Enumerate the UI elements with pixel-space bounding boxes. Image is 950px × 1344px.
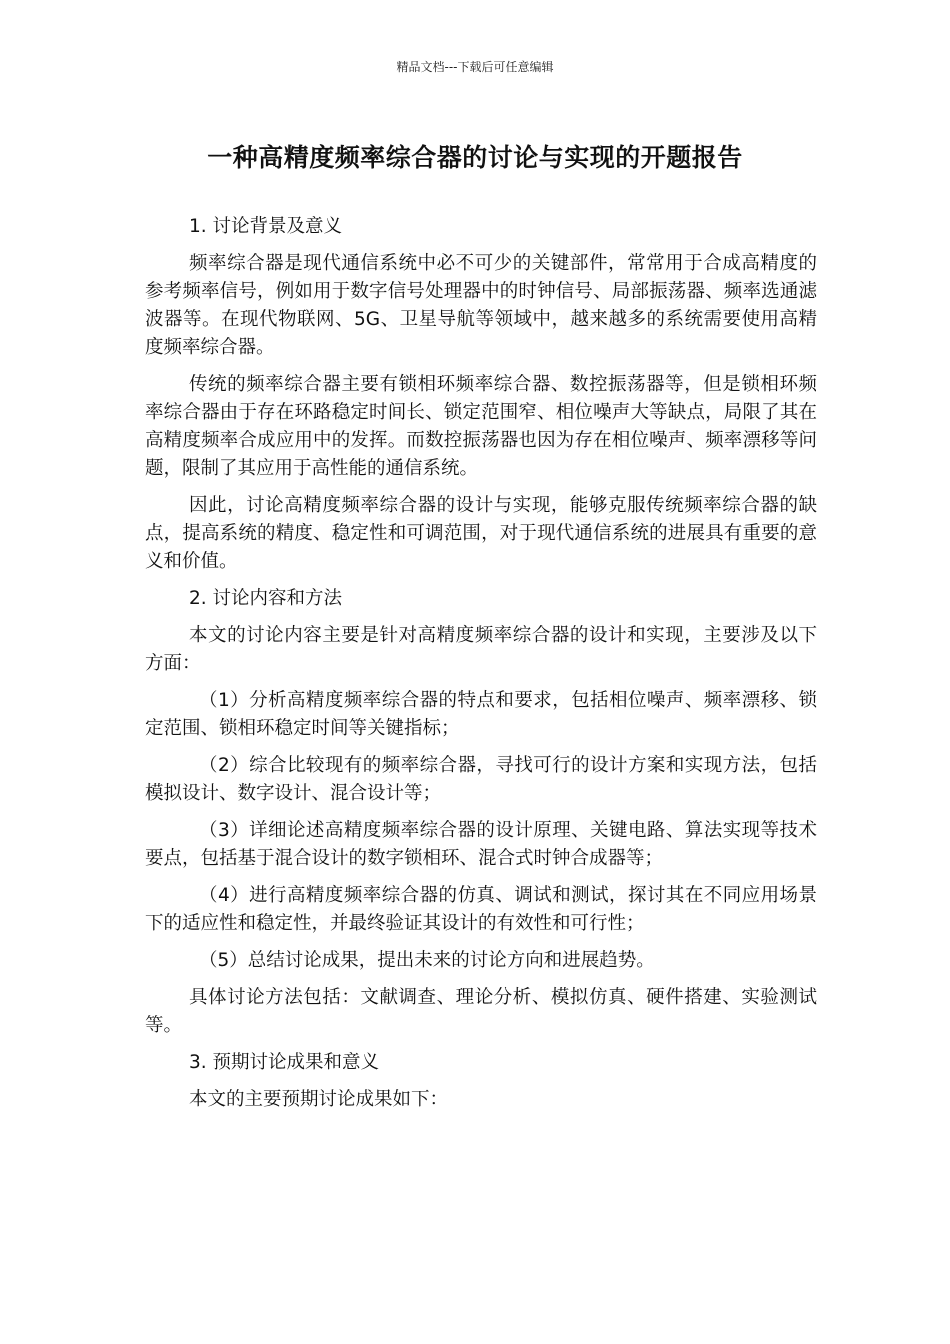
section-heading-expected-results: 3. 预期讨论成果和意义 — [189, 1052, 380, 1073]
expected-results-intro: 本文的主要预期讨论成果如下： — [189, 1089, 449, 1110]
content-list-item-3: （3）详细论述高精度频率综合器的设计原理、关键电路、算法实现等技术要点，包括基于混合设计的数字锁相环、混合式时钟合成器等； — [145, 820, 817, 869]
document-body — [145, 213, 817, 1123]
page-header-note: 精品文档---下载后可任意编辑 — [396, 60, 554, 74]
content-list-item-4: （4）进行高精度频率综合器的仿真、调试和测试，探讨其在不同应用场景下的适应性和稳定性，并最终验证其设计的有效性和可行性； — [145, 885, 817, 934]
section-heading-content-methods: 2. 讨论内容和方法 — [189, 588, 343, 609]
background-paragraph-3: 因此，讨论高精度频率综合器的设计与实现，能够克服传统频率综合器的缺点，提高系统的精度、稳定性和可调范围，对于现代通信系统的进展具有重要的意义和价值。 — [145, 495, 817, 572]
content-list-item-1: （1）分析高精度频率综合器的特点和要求，包括相位噪声、频率漂移、锁定范围、锁相环稳定时间等关键指标； — [145, 690, 817, 739]
methods-paragraph: 具体讨论方法包括：文献调查、理论分析、模拟仿真、硬件搭建、实验测试等。 — [145, 987, 817, 1036]
content-list-item-2: （2）综合比较现有的频率综合器，寻找可行的设计方案和实现方法，包括模拟设计、数字设计、混合设计等； — [145, 755, 817, 804]
content-intro-paragraph: 本文的讨论内容主要是针对高精度频率综合器的设计和实现，主要涉及以下方面： — [145, 625, 817, 674]
background-paragraph-1: 频率综合器是现代通信系统中必不可少的关键部件，常常用于合成高精度的参考频率信号，例如用于数字信号处理器中的时钟信号、局部振荡器、频率选通滤波器等。在现代物联网、5G、卫星导航等领域中，越来越多的系统需要使用高精度频率综合器。 — [145, 253, 817, 358]
section-heading-background: 1. 讨论背景及意义 — [189, 216, 343, 237]
background-paragraph-2: 传统的频率综合器主要有锁相环频率综合器、数控振荡器等，但是锁相环频率综合器由于存在环路稳定时间长、锁定范围窄、相位噪声大等缺点，局限了其在高精度频率合成应用中的发挥。而数控振荡器也因为存在相位噪声、频率漂移等问题，限制了其应用于高性能的通信系统。 — [145, 374, 817, 479]
content-list-item-5: （5）总结讨论成果，提出未来的讨论方向和进展趋势。 — [199, 950, 655, 971]
document-title: 一种高精度频率综合器的讨论与实现的开题报告 — [207, 143, 743, 172]
